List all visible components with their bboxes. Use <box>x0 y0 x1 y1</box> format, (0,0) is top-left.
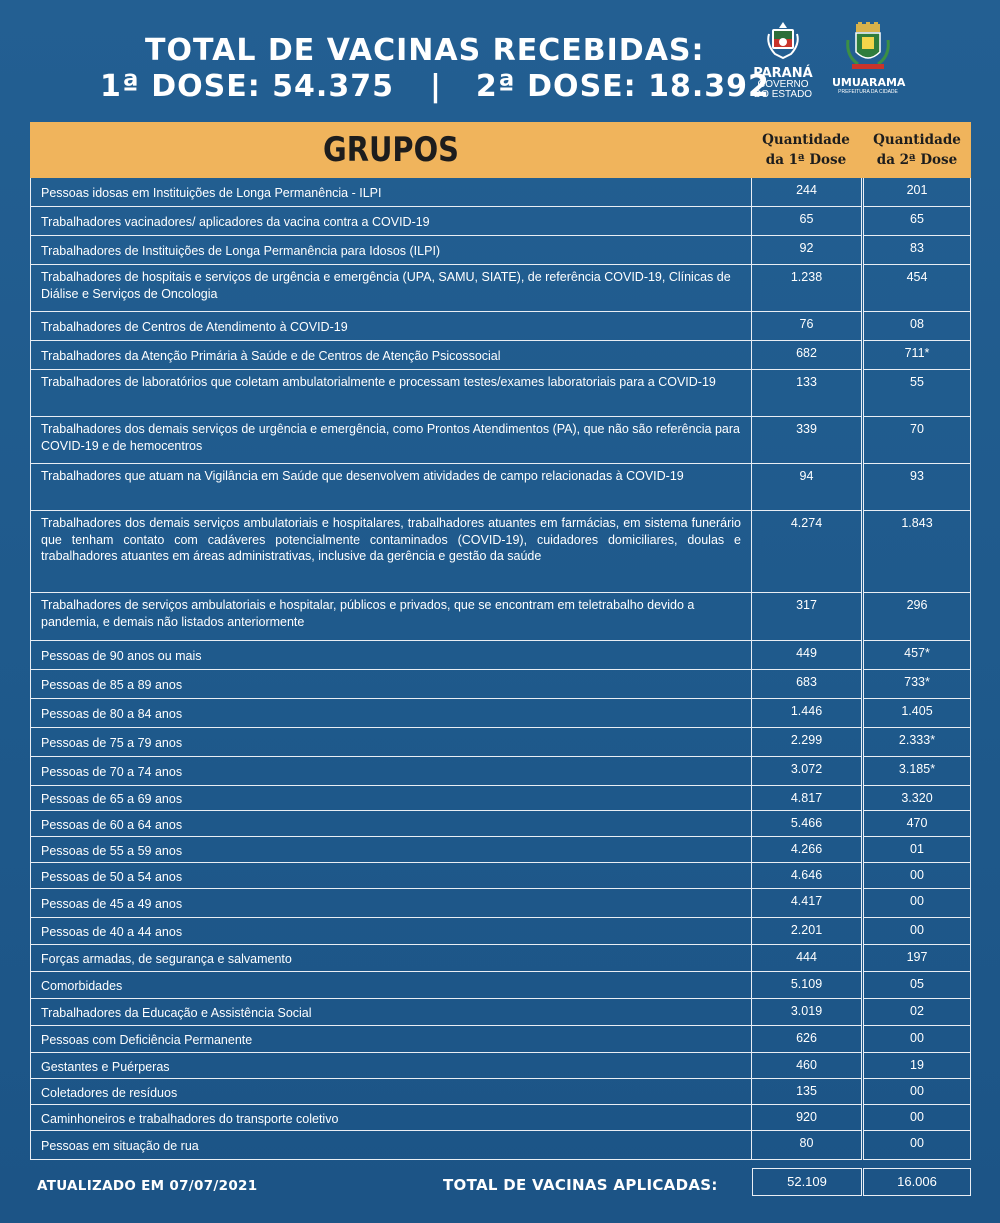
group-cell: Forças armadas, de segurança e salvamento <box>30 945 752 972</box>
table-row <box>30 972 971 999</box>
table-row <box>30 236 971 265</box>
table-row <box>30 593 971 641</box>
vaccination-table <box>30 122 971 1160</box>
table-row <box>30 1105 971 1131</box>
dose2-cell: 93 <box>863 464 971 511</box>
group-cell: Pessoas de 50 a 54 anos <box>30 863 752 889</box>
dose1-cell: 317 <box>752 593 862 641</box>
table-row <box>30 786 971 811</box>
group-cell: Trabalhadores de Centros de Atendimento à COVID-19 <box>30 312 752 341</box>
dose2-cell: 00 <box>863 918 971 945</box>
dose2-cell: 457* <box>863 641 971 670</box>
dose2-cell: 197 <box>863 945 971 972</box>
table-row <box>30 207 971 236</box>
dose1-cell: 5.109 <box>752 972 862 999</box>
group-cell: Pessoas de 65 a 69 anos <box>30 786 752 811</box>
group-cell: Trabalhadores da Educação e Assistência Social <box>30 999 752 1026</box>
parana-coat-of-arms-icon <box>763 20 803 62</box>
dose2-cell: 00 <box>863 1026 971 1053</box>
dose2-cell: 296 <box>863 593 971 641</box>
dose2-cell: 19 <box>863 1053 971 1079</box>
table-row <box>30 417 971 464</box>
dose1-total: 1ª DOSE: 54.375 <box>100 69 394 104</box>
table-row <box>30 178 971 207</box>
dose2-cell: 02 <box>863 999 971 1026</box>
umuarama-coat-of-arms-icon <box>842 20 894 72</box>
table-row <box>30 945 971 972</box>
group-cell: Pessoas com Deficiência Permanente <box>30 1026 752 1053</box>
umuarama-sub: PREFEITURA DA CIDADE <box>838 89 898 95</box>
dose1-cell: 94 <box>752 464 862 511</box>
group-cell: Gestantes e Puérperas <box>30 1053 752 1079</box>
parana-sub2: DO ESTADO <box>753 89 813 100</box>
table-row <box>30 918 971 945</box>
dose2-cell: 55 <box>863 370 971 417</box>
dose1-cell: 133 <box>752 370 862 417</box>
dose2-cell: 1.843 <box>863 511 971 593</box>
group-cell: Pessoas de 55 a 59 anos <box>30 837 752 863</box>
table-row <box>30 341 971 370</box>
dose1-cell: 460 <box>752 1053 862 1079</box>
table-row <box>30 889 971 918</box>
dose1-cell: 1.446 <box>752 699 862 728</box>
dose2-cell: 00 <box>863 889 971 918</box>
dose2-cell: 470 <box>863 811 971 837</box>
dose2-cell: 201 <box>863 178 971 207</box>
dose2-cell: 00 <box>863 1131 971 1160</box>
dose2-cell: 711* <box>863 341 971 370</box>
group-cell: Caminhoneiros e trabalhadores do transporte coletivo <box>30 1105 752 1131</box>
parana-name: PARANÁ <box>753 66 813 81</box>
total-label: TOTAL DE VACINAS APLICADAS: <box>443 1176 718 1194</box>
group-cell: Trabalhadores de laboratórios que coletam ambulatorialmente e processam testes/exames laboratoriais para a COVID-19 <box>30 370 752 417</box>
table-row <box>30 999 971 1026</box>
dose2-cell: 00 <box>863 1079 971 1105</box>
dose1-cell: 135 <box>752 1079 862 1105</box>
dose1-cell: 5.466 <box>752 811 862 837</box>
column-header-groups: GRUPOS <box>322 130 459 170</box>
dose1-cell: 65 <box>752 207 862 236</box>
dose2-cell: 00 <box>863 863 971 889</box>
table-row <box>30 837 971 863</box>
group-cell: Pessoas de 40 a 44 anos <box>30 918 752 945</box>
dose2-cell: 70 <box>863 417 971 464</box>
table-row <box>30 312 971 341</box>
table-row <box>30 1131 971 1160</box>
column-header-dose2 <box>863 130 971 170</box>
dose1-cell: 4.266 <box>752 837 862 863</box>
dose1-cell: 683 <box>752 670 862 699</box>
dose1-cell: 2.299 <box>752 728 862 757</box>
table-row <box>30 511 971 593</box>
group-cell: Trabalhadores de serviços ambulatoriais e hospitalar, públicos e privados, que se encontram em teletrabalho devido a pandemia, e demais não listados anteriormente <box>30 593 752 641</box>
dose1-cell: 4.817 <box>752 786 862 811</box>
dose2-cell: 1.405 <box>863 699 971 728</box>
table-row <box>30 1053 971 1079</box>
dose2-cell: 65 <box>863 207 971 236</box>
table-row <box>30 1026 971 1053</box>
dose2-cell: 3.320 <box>863 786 971 811</box>
umuarama-logo <box>832 20 904 100</box>
group-cell: Pessoas de 80 a 84 anos <box>30 699 752 728</box>
group-cell: Pessoas em situação de rua <box>30 1131 752 1160</box>
table-header <box>30 122 971 178</box>
dose1-cell: 444 <box>752 945 862 972</box>
dose1-cell: 1.238 <box>752 265 862 312</box>
group-cell: Trabalhadores vacinadores/ aplicadores da vacina contra a COVID-19 <box>30 207 752 236</box>
table-body <box>30 178 971 1160</box>
table-row <box>30 757 971 786</box>
dose-summary <box>100 69 770 104</box>
group-cell: Trabalhadores de hospitais e serviços de urgência e emergência (UPA, SAMU, SIATE), de referência COVID-19, Clínicas de Diálise e Serviços de Oncologia <box>30 265 752 312</box>
updated-date: ATUALIZADO EM 07/07/2021 <box>37 1178 258 1194</box>
table-row <box>30 699 971 728</box>
group-cell: Pessoas de 70 a 74 anos <box>30 757 752 786</box>
group-cell: Trabalhadores dos demais serviços ambulatoriais e hospitalares, trabalhadores atuantes em farmácias, em sistema funerário que tenham contato com cadáveres potencialmente contaminados (COVID-19), cuidadores domiciliares, doulas e trabalhadores atuantes em áreas administrativas, inclusive da gerência e gestão da saúde <box>30 511 752 593</box>
table-row <box>30 670 971 699</box>
dose2-cell: 08 <box>863 312 971 341</box>
group-cell: Trabalhadores dos demais serviços de urgência e emergência, como Prontos Atendimentos (PA), que não são referência para COVID-19 e de hemocentros <box>30 417 752 464</box>
dose2-total: 2ª DOSE: 18.392 <box>475 69 770 104</box>
dose-separator: | <box>429 69 442 104</box>
dose2-cell: 05 <box>863 972 971 999</box>
group-cell: Trabalhadores que atuam na Vigilância em Saúde que desenvolvem atividades de campo relacionadas à COVID-19 <box>30 464 752 511</box>
page-title: TOTAL DE VACINAS RECEBIDAS: <box>145 33 705 68</box>
dose2-cell: 01 <box>863 837 971 863</box>
dose1-cell: 4.417 <box>752 889 862 918</box>
column-header-dose2-line1: Quantidade <box>873 132 961 148</box>
dose1-cell: 2.201 <box>752 918 862 945</box>
dose1-cell: 339 <box>752 417 862 464</box>
table-row <box>30 728 971 757</box>
dose1-cell: 92 <box>752 236 862 265</box>
dose2-cell: 2.333* <box>863 728 971 757</box>
dose2-cell: 00 <box>863 1105 971 1131</box>
group-cell: Comorbidades <box>30 972 752 999</box>
column-header-dose1 <box>752 130 860 170</box>
group-cell: Pessoas de 60 a 64 anos <box>30 811 752 837</box>
group-cell: Trabalhadores da Atenção Primária à Saúde e de Centros de Atenção Psicossocial <box>30 341 752 370</box>
umuarama-name: UMUARAMA <box>832 76 906 89</box>
total-dose2: 16.006 <box>863 1168 971 1196</box>
dose2-cell: 454 <box>863 265 971 312</box>
table-row <box>30 811 971 837</box>
dose2-cell: 733* <box>863 670 971 699</box>
dose1-cell: 920 <box>752 1105 862 1131</box>
column-header-dose2-line2: da 2ª Dose <box>876 152 958 168</box>
header <box>0 0 1000 120</box>
dose1-cell: 80 <box>752 1131 862 1160</box>
table-row <box>30 1079 971 1105</box>
table-row <box>30 863 971 889</box>
group-cell: Pessoas de 45 a 49 anos <box>30 889 752 918</box>
footer <box>0 1168 1000 1198</box>
parana-logo <box>748 20 818 100</box>
dose1-cell: 3.072 <box>752 757 862 786</box>
dose1-cell: 626 <box>752 1026 862 1053</box>
dose2-cell: 83 <box>863 236 971 265</box>
group-cell: Pessoas de 85 a 89 anos <box>30 670 752 699</box>
dose1-cell: 4.274 <box>752 511 862 593</box>
table-row <box>30 265 971 312</box>
dose1-cell: 682 <box>752 341 862 370</box>
dose1-cell: 449 <box>752 641 862 670</box>
dose1-cell: 4.646 <box>752 863 862 889</box>
group-cell: Pessoas idosas em Instituições de Longa Permanência - ILPI <box>30 178 752 207</box>
group-cell: Trabalhadores de Instituições de Longa Permanência para Idosos (ILPI) <box>30 236 752 265</box>
group-cell: Pessoas de 75 a 79 anos <box>30 728 752 757</box>
dose2-cell: 3.185* <box>863 757 971 786</box>
parana-sub1: GOVERNO <box>757 79 809 90</box>
table-row <box>30 464 971 511</box>
dose1-cell: 76 <box>752 312 862 341</box>
column-header-dose1-line2: da 1ª Dose <box>765 152 847 168</box>
total-dose1: 52.109 <box>752 1168 862 1196</box>
column-header-dose1-line1: Quantidade <box>762 132 850 148</box>
table-row <box>30 641 971 670</box>
table-row <box>30 370 971 417</box>
group-cell: Coletadores de resíduos <box>30 1079 752 1105</box>
dose1-cell: 244 <box>752 178 862 207</box>
dose1-cell: 3.019 <box>752 999 862 1026</box>
group-cell: Pessoas de 90 anos ou mais <box>30 641 752 670</box>
